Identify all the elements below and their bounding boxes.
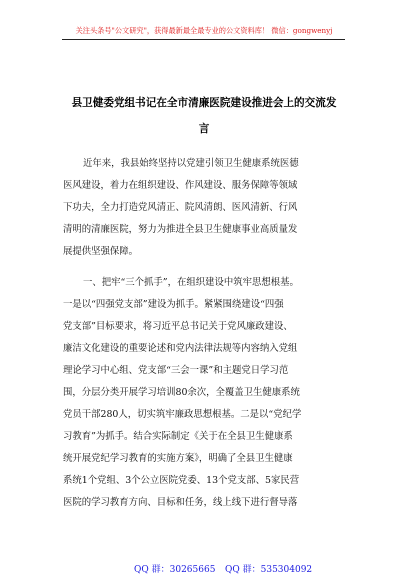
- body-text-line: 医风建设，着力在组织建设、作风建设、服务保障等领域: [63, 180, 298, 191]
- document-title-line-2: 言: [198, 123, 210, 135]
- body-text-line: 习教育”为抓手。结合实际制定《关于在全县卫生健康系: [63, 431, 293, 442]
- header-divider: [62, 39, 345, 40]
- body-text-line: 医院的学习教育方向、目标和任务，线上线下进行督导落: [63, 497, 298, 508]
- body-text-line: 统开展党纪学习教育的实施方案》，明确了全县卫生健康: [63, 453, 293, 464]
- body-text-line: 下功夫，全力打造党风清正、院风清朗、医风清新、行风: [63, 202, 298, 213]
- body-text-line: 党支部”目标要求，将习近平总书记关于党风廉政建设、: [63, 321, 293, 332]
- document-title-line-1: 县卫健委党组书记在全市清廉医院建设推进会上的交流发: [71, 97, 337, 109]
- body-text-line: 系统1个党组、3个公立医院党委、13个党支部、5家民营: [63, 475, 300, 486]
- body-text-line: 清明的清廉医院，努力为推进全县卫生健康事业高质量发: [63, 224, 298, 235]
- body-text-line: 党员干部280人，切实筑牢廉政思想根基。二是以“党纪学: [63, 409, 302, 420]
- body-text-line: 近年来，我县始终坚持以党建引领卫生健康系统医德: [83, 158, 299, 169]
- body-text-line: 围，分层分类开展学习培训80余次，全覆盖卫生健康系统: [63, 387, 300, 398]
- body-text-line: 一、把牢“三个抓手”，在组织建设中筑牢思想根基。: [83, 277, 299, 288]
- body-text-line: 展提供坚强保障。: [63, 246, 139, 257]
- footer-qq-group-left: QQ 群：30265665: [134, 565, 216, 575]
- body-text-line: 廉洁文化建设的重要论述和党内法律法规等内容纳入党组: [63, 343, 298, 354]
- page-footer: [0, 562, 408, 576]
- body-text-line: 理论学习中心组、党支部“三会一课”和主题党日学习范: [63, 365, 289, 376]
- body-text-line: 一是以“四强党支部”建设为抓手。紧紧围绕建设“四强: [63, 299, 284, 310]
- footer-qq-group-right: QQ 群：535304092: [225, 565, 313, 575]
- header-promo-note: 关注头条号"公文研究"，获得最新最全最专业的公文资料库！ 微信：gongwenyj: [75, 26, 333, 35]
